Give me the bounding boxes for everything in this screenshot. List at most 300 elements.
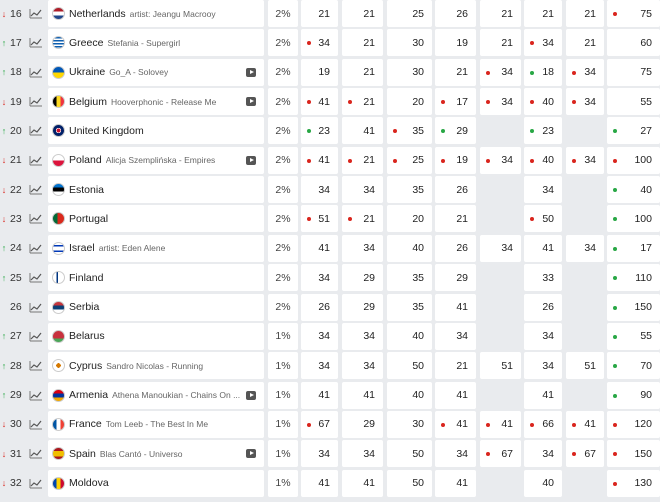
odds-cell[interactable] [301,29,338,56]
rank-number: 24 [10,242,22,255]
odds-cell[interactable] [301,352,338,379]
country-cell[interactable] [48,176,264,203]
trend-chart-icon[interactable] [26,235,46,262]
country-cell[interactable] [48,147,264,174]
odds-drifting-dot-icon [486,423,490,427]
odds-cell[interactable] [342,59,383,86]
odds-value: 120 [634,418,652,431]
arrow-down-icon: ↓ [1,478,7,489]
odds-value: 34 [501,66,513,79]
country-name[interactable]: United Kingdom [69,124,144,137]
arrow-up-icon: ↑ [1,272,7,283]
probability-cell: 2% [268,176,298,203]
odds-cell[interactable] [524,382,562,409]
country-name[interactable]: Israel [69,242,95,255]
odds-cell[interactable] [524,0,562,27]
odds-cell[interactable] [301,235,338,262]
odds-value: 50 [412,447,424,460]
country-name[interactable]: Portugal [69,212,109,225]
odds-value: 41 [456,389,468,402]
odds-cell[interactable] [524,323,562,350]
cy-flag-icon [52,359,65,372]
odds-cell [480,205,521,232]
odds-cell[interactable] [387,0,432,27]
country-cell[interactable] [48,440,264,467]
country-cell[interactable] [48,59,264,86]
odds-cell[interactable] [387,147,432,174]
odds-cell[interactable] [435,88,476,115]
odds-value: 34 [456,330,468,343]
odds-cell[interactable] [301,117,338,144]
odds-cell[interactable] [387,117,432,144]
odds-cell[interactable] [607,470,660,497]
video-play-icon[interactable] [246,156,256,165]
rank-number: 30 [10,418,22,431]
odds-cell[interactable] [435,440,476,467]
video-play-icon[interactable] [246,68,256,77]
odds-cell[interactable] [480,88,521,115]
odds-cell[interactable] [387,352,432,379]
table-row[interactable] [0,264,660,291]
country-name[interactable]: Netherlands [69,7,126,20]
odds-cell[interactable] [435,235,476,262]
odds-value: 55 [640,330,652,343]
odds-value: 41 [542,389,554,402]
odds-cell[interactable] [301,382,338,409]
country-name[interactable]: Poland [69,154,102,167]
odds-cell[interactable] [387,264,432,291]
odds-cell[interactable] [435,176,476,203]
probability-cell: 1% [268,382,298,409]
odds-cell[interactable] [435,264,476,291]
trend-chart-icon[interactable] [26,323,46,350]
odds-value: 34 [542,183,554,196]
table-row[interactable] [0,176,660,203]
country-cell[interactable] [48,470,264,497]
odds-cell[interactable] [524,470,562,497]
odds-drifting-dot-icon [613,159,617,163]
be-flag-icon [52,95,65,108]
odds-cell[interactable] [435,470,476,497]
artist-song: Hooverphonic - Release Me [110,96,217,107]
rank-number: 17 [10,36,22,49]
country-cell[interactable] [48,264,264,291]
table-row[interactable] [0,352,660,379]
country-name[interactable]: Finland [69,271,104,284]
odds-cell[interactable] [435,382,476,409]
odds-value: 67 [501,447,513,460]
odds-cell[interactable] [301,88,338,115]
odds-value: 51 [584,359,596,372]
odds-cell[interactable] [524,176,562,203]
country-cell[interactable] [48,294,264,321]
es-flag-icon [52,447,65,460]
odds-cell[interactable] [387,235,432,262]
rank-number: 16 [10,7,22,20]
odds-cell[interactable] [342,88,383,115]
odds-cell[interactable] [342,205,383,232]
trend-chart-icon[interactable] [26,0,46,27]
odds-cell[interactable] [566,29,604,56]
odds-drifting-dot-icon [530,423,534,427]
arrow-down-icon: ↓ [1,448,7,459]
country-name[interactable]: Greece [69,36,104,49]
odds-value: 21 [363,95,375,108]
odds-value: 23 [318,124,330,137]
odds-cell[interactable] [387,29,432,56]
table-row[interactable] [0,323,660,350]
odds-cell[interactable] [435,0,476,27]
odds-cell[interactable] [435,323,476,350]
gr-flag-icon [52,36,65,49]
odds-cell [480,264,521,291]
odds-cell[interactable] [342,440,383,467]
odds-cell[interactable] [387,176,432,203]
country-cell[interactable] [48,117,264,144]
odds-cell[interactable] [524,235,562,262]
odds-cell[interactable] [301,294,338,321]
odds-cell[interactable] [524,264,562,291]
odds-cell[interactable] [566,147,604,174]
odds-cell[interactable] [524,147,562,174]
odds-value: 50 [542,212,554,225]
odds-cell[interactable] [607,205,660,232]
table-row[interactable] [0,59,660,86]
odds-cell[interactable] [524,440,562,467]
country-name[interactable]: Armenia [69,389,109,402]
odds-value: 40 [542,154,554,167]
trend-chart-icon[interactable] [26,147,46,174]
trend-chart-icon[interactable] [26,176,46,203]
trend-chart-icon[interactable] [26,411,46,438]
odds-cell[interactable] [480,352,521,379]
odds-value: 41 [584,418,596,431]
table-row[interactable] [0,0,660,27]
video-play-icon[interactable] [246,97,256,106]
table-row[interactable] [0,29,660,56]
odds-value: 34 [363,330,375,343]
odds-cell [566,470,604,497]
table-row[interactable] [0,440,660,467]
arrow-down-icon: ↓ [1,213,7,224]
table-row[interactable] [0,205,660,232]
country-cell[interactable] [48,382,264,409]
odds-cell[interactable] [387,411,432,438]
trend-chart-icon[interactable] [26,294,46,321]
country-name[interactable]: Estonia [69,183,105,196]
odds-value: 19 [456,154,468,167]
odds-cell[interactable] [435,29,476,56]
odds-value: 26 [456,242,468,255]
odds-cell[interactable] [387,470,432,497]
odds-value: 67 [584,447,596,460]
odds-cell[interactable] [607,29,660,56]
odds-value: 41 [318,477,330,490]
trend-chart-icon[interactable] [26,352,46,379]
odds-cell[interactable] [566,88,604,115]
odds-cell[interactable] [566,440,604,467]
odds-value: 75 [640,66,652,79]
country-name[interactable]: Ukraine [69,66,106,79]
odds-drifting-dot-icon [530,217,534,221]
odds-value: 41 [318,154,330,167]
odds-value: 40 [542,477,554,490]
odds-value: 25 [412,154,424,167]
odds-cell[interactable] [435,352,476,379]
arrow-down-icon: ↓ [1,184,7,195]
odds-drifting-dot-icon [486,71,490,75]
odds-cell[interactable] [566,411,604,438]
country-cell[interactable] [48,411,264,438]
odds-cell[interactable] [301,264,338,291]
table-row[interactable] [0,147,660,174]
odds-value: 34 [363,242,375,255]
odds-drifting-dot-icon [613,423,617,427]
odds-cell[interactable] [480,411,521,438]
odds-cell[interactable] [435,205,476,232]
odds-cell[interactable] [524,59,562,86]
odds-cell[interactable] [301,411,338,438]
odds-cell[interactable] [342,147,383,174]
trend-chart-icon[interactable] [26,382,46,409]
odds-cell[interactable] [342,323,383,350]
odds-cell[interactable] [607,147,660,174]
odds-cell [566,117,604,144]
odds-cell[interactable] [387,323,432,350]
table-row[interactable] [0,470,660,497]
odds-cell[interactable] [480,0,521,27]
odds-drifting-dot-icon [441,159,445,163]
arrow-up-icon: ↑ [1,37,7,48]
odds-value: 34 [318,183,330,196]
odds-value: 21 [363,212,375,225]
odds-cell[interactable] [566,0,604,27]
odds-cell[interactable] [342,235,383,262]
rank-cell [0,29,24,56]
odds-cell[interactable] [524,29,562,56]
odds-value: 50 [412,477,424,490]
odds-drifting-dot-icon [348,217,352,221]
odds-cell[interactable] [524,294,562,321]
probability-cell: 2% [268,235,298,262]
country-name[interactable]: Belgium [69,95,107,108]
odds-cell[interactable] [387,382,432,409]
artist-song: Alicja Szemplińska - Empires [105,155,216,166]
table-row[interactable] [0,411,660,438]
trend-chart-icon[interactable] [26,440,46,467]
country-name[interactable]: Cyprus [69,359,103,372]
odds-cell[interactable] [301,147,338,174]
odds-cell[interactable] [524,411,562,438]
odds-drifting-dot-icon [613,482,617,486]
rank-cell [0,176,24,203]
rank-number: 18 [10,66,22,79]
odds-cell[interactable] [301,176,338,203]
rank-number: 23 [10,212,22,225]
odds-cell[interactable] [607,59,660,86]
odds-cell[interactable] [524,205,562,232]
rank-cell [0,382,24,409]
odds-value: 21 [363,36,375,49]
odds-cell[interactable] [607,264,660,291]
rank-number: 21 [10,154,22,167]
odds-cell[interactable] [480,29,521,56]
odds-cell[interactable] [607,440,660,467]
odds-cell[interactable] [607,176,660,203]
odds-value: 17 [640,242,652,255]
odds-value: 30 [412,418,424,431]
odds-cell[interactable] [524,117,562,144]
country-cell[interactable] [48,323,264,350]
rank-number: 19 [10,95,22,108]
odds-value: 26 [542,301,554,313]
odds-cell[interactable] [342,117,383,144]
odds-cell[interactable] [342,411,383,438]
country-name[interactable]: Belarus [69,330,105,343]
am-flag-icon [52,389,65,402]
country-name[interactable]: Moldova [69,477,109,490]
artist-song: Athena Manoukian - Chains On ... [112,390,241,401]
video-play-icon[interactable] [246,391,256,400]
odds-cell[interactable] [301,323,338,350]
table-row[interactable] [0,382,660,409]
odds-cell[interactable] [435,294,476,321]
odds-cell[interactable] [607,0,660,27]
table-row[interactable] [0,294,660,321]
odds-value: 41 [363,389,375,402]
odds-cell[interactable] [387,205,432,232]
odds-cell[interactable] [342,264,383,291]
odds-shortening-dot-icon [441,129,445,133]
odds-value: 30 [412,66,424,79]
odds-cell[interactable] [566,59,604,86]
odds-cell[interactable] [607,117,660,144]
odds-value: 34 [584,242,596,255]
odds-value: 23 [542,124,554,137]
odds-value: 34 [456,447,468,460]
odds-cell[interactable] [342,352,383,379]
odds-cell[interactable] [342,29,383,56]
odds-cell[interactable] [387,294,432,321]
odds-cell[interactable] [607,382,660,409]
country-name[interactable]: Spain [69,447,96,460]
rank-number: 32 [10,477,22,490]
table-row[interactable] [0,235,660,262]
odds-drifting-dot-icon [613,452,617,456]
odds-cell[interactable] [435,411,476,438]
odds-cell[interactable] [607,294,660,321]
odds-shortening-dot-icon [613,217,617,221]
odds-value: 19 [456,36,468,49]
odds-value: 150 [634,447,652,460]
odds-cell[interactable] [342,294,383,321]
odds-cell[interactable] [342,382,383,409]
odds-value: 90 [640,389,652,402]
odds-cell[interactable] [566,352,604,379]
odds-value: 21 [456,359,468,372]
odds-cell[interactable] [480,59,521,86]
odds-drifting-dot-icon [307,217,311,221]
country-cell[interactable] [48,29,264,56]
odds-cell[interactable] [387,440,432,467]
probability-cell: 1% [268,352,298,379]
odds-cell[interactable] [301,470,338,497]
odds-cell[interactable] [342,0,383,27]
video-play-icon[interactable] [246,449,256,458]
odds-drifting-dot-icon [307,100,311,104]
country-name[interactable]: Serbia [69,301,100,313]
odds-cell[interactable] [301,0,338,27]
probability-cell: 1% [268,470,298,497]
odds-cell[interactable] [387,88,432,115]
trend-chart-icon[interactable] [26,264,46,291]
country-cell[interactable] [48,352,264,379]
odds-value: 34 [363,447,375,460]
odds-cell[interactable] [524,352,562,379]
country-cell[interactable] [48,205,264,232]
odds-value: 60 [640,36,652,49]
country-name[interactable]: France [69,418,102,431]
odds-cell[interactable] [435,147,476,174]
rank-cell [0,440,24,467]
odds-shortening-dot-icon [613,129,617,133]
country-cell[interactable] [48,88,264,115]
artist-song: artist: Jeangu Macrooy [129,8,216,19]
odds-shortening-dot-icon [613,335,617,339]
odds-cell [480,117,521,144]
odds-cell[interactable] [301,440,338,467]
country-cell[interactable] [48,235,264,262]
odds-cell[interactable] [301,59,338,86]
md-flag-icon [52,477,65,490]
fr-flag-icon [52,418,65,431]
odds-cell[interactable] [435,117,476,144]
odds-cell[interactable] [342,176,383,203]
odds-value: 21 [363,66,375,79]
odds-cell[interactable] [342,470,383,497]
odds-cell[interactable] [387,59,432,86]
odds-drifting-dot-icon [530,159,534,163]
table-row[interactable] [0,88,660,115]
rank-cell [0,294,24,321]
odds-cell[interactable] [566,235,604,262]
odds-value: 41 [318,242,330,255]
odds-cell[interactable] [435,59,476,86]
trend-chart-icon[interactable] [26,117,46,144]
trend-chart-icon[interactable] [26,205,46,232]
odds-value: 40 [412,389,424,402]
odds-cell[interactable] [607,235,660,262]
odds-cell[interactable] [480,440,521,467]
odds-cell[interactable] [524,88,562,115]
trend-chart-icon[interactable] [26,470,46,497]
odds-value: 26 [456,7,468,20]
odds-cell[interactable] [480,235,521,262]
odds-cell[interactable] [480,147,521,174]
trend-chart-icon[interactable] [26,29,46,56]
odds-cell[interactable] [607,352,660,379]
odds-value: 21 [584,7,596,20]
trend-chart-icon[interactable] [26,88,46,115]
odds-cell[interactable] [607,88,660,115]
odds-value: 21 [363,154,375,167]
odds-cell[interactable] [607,323,660,350]
trend-chart-icon[interactable] [26,59,46,86]
odds-cell[interactable] [607,411,660,438]
odds-cell[interactable] [301,205,338,232]
table-row[interactable] [0,117,660,144]
country-cell[interactable] [48,0,264,27]
